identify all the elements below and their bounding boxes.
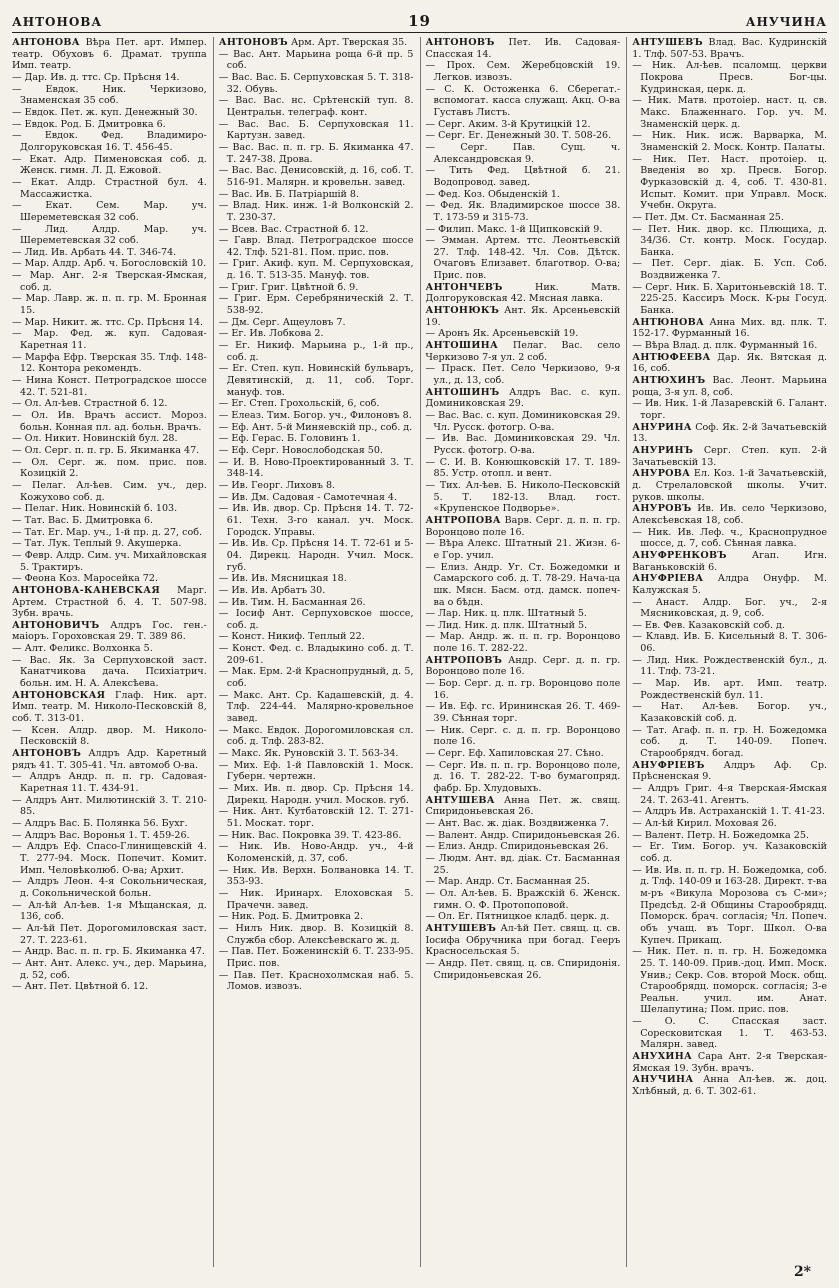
directory-entry: — Ег. Тим. Богор. уч. Казаковскій соб. д. [632, 841, 827, 864]
directory-entry: — Макс. Ант. Ср. Кадашевскій, д. 4. Тлф. 224-44. Малярно-кровельное завед. [219, 690, 414, 725]
directory-entry: — Мар. Анг. 2-я Тверская-Ямская, соб. д. [12, 270, 207, 293]
directory-entry: — Вас. Вас. с. куп. Доминиковская 29. Чл. Русск. фотогр. О-ва. [426, 410, 621, 433]
directory-entry: — Вас. Ант. Марьина роща 6-й пр. 5 соб. [219, 49, 414, 72]
directory-entry: — Вас. Вас. нс. Срѣтенскій туп. 8. Центральн. телеграф. конт. [219, 95, 414, 118]
directory-entry: — Ант. Ант. Алекс. уч., дер. Марьина, д. 52, соб. [12, 958, 207, 981]
directory-entry: — Ив. Вас. Доминиковская 29. Чл. Русск. фотогр. О-ва. [426, 433, 621, 456]
directory-entry: — Екат. Адр. Пименовская соб. д. Женск. гимн. Л. Д. Ежовой. [12, 154, 207, 177]
directory-entry: — Ник. Ант. Кутбатовскій 12. Т. 271-51. Москат. торг. [219, 806, 414, 829]
directory-entry: — Праск. Пет. Село Черкизово, 9-я ул., д. 13, соб. [426, 363, 621, 386]
directory-entry: — Людм. Ант. вд. діак. Ст. Басманная 25. [426, 853, 621, 876]
directory-entry: — Вѣра Влад. д. плк. Фурманный 16. [632, 340, 827, 352]
directory-entry: — Макс. Евдок. Дорогомиловская сл. соб. д. Тлф. 283-82. [219, 725, 414, 748]
directory-entry: — Ол. Ал-ѣев. Б. Вражскій 6. Женск. гимн. О. Ф. Протопоповой. [426, 888, 621, 911]
directory-entry: АНТОНЧЕВЪ Ник. Матв. Долгоруковская 42. Мясная лавка. [425, 281, 621, 305]
directory-entry: — Лид. Ник. д. плк. Штатный 5. [426, 620, 621, 632]
directory-entry: АНУФРІЕВЪ Алдръ Аф. Ср. Прѣсненская 9. [632, 759, 827, 783]
directory-entry: — Пет. Дм. Ст. Басманная 25. [632, 212, 827, 224]
directory-entry: АНУХИНА Сара Ант. 2-я Тверская-Ямская 19. Зубн. врачъ. [632, 1051, 827, 1074]
directory-entry: — Пелаг. Ал-ѣев. Сим. уч., дер. Кожухово соб. д. [12, 480, 207, 503]
directory-entry: — Вас. Як. За Серпуховской заст. Канатчикова дача. Психіатрич. больн. им. Н. А. Алексѣева. [12, 655, 207, 690]
directory-entry: АНТОШИНЪ Алдръ Вас. с. куп. Доминиковская 29. [425, 386, 621, 410]
directory-entry: — Ег. Никиф. Марьина р., 1-й пр., соб. д. [219, 340, 414, 363]
directory-entry: — Конст. Фед. с. Владыкино соб. д. Т. 209-61. [219, 643, 414, 666]
directory-entry: АНТОНОВЪ Алдръ Адр. Каретный рядъ 41. Т. 305-41. Чл. автомоб О-ва. [12, 748, 207, 771]
directory-entry: — Нат. Ал-ѣев. Богор. уч., Казаковскій соб. д. [632, 701, 827, 724]
directory-entry: — Влад. Ник. инж. 1-й Волконскій 2. Т. 230-37. [219, 200, 414, 223]
directory-entry: — Лид. Ник. Рождественскій бул., д. 11. Тлф. 73-21. [632, 655, 827, 678]
directory-entry: — Тат. Вас. Б. Дмитровка 6. [12, 515, 207, 527]
directory-entry: — Тат. Лук. Теплый 9. Акушерка. [12, 538, 207, 550]
directory-entry: — Ант. Вас. ж. діак. Воздвиженка 7. [426, 818, 621, 830]
directory-entry: — Григ. Ерм. Серебряническій 2. Т. 538-92. [219, 293, 414, 316]
directory-entry: — Ев. Фев. Казаковскій соб. д. [632, 620, 827, 632]
directory-entry: — Вас. Вас. Денисовскій, д. 16, соб. Т. 516-91. Малярн. и кровельн. завед. [219, 165, 414, 188]
directory-entry: — Клавд. Ив. Б. Кисельный 8. Т. 306-06. [632, 631, 827, 654]
directory-entry: — Марфа Ефр. Тверская 35. Тлф. 148-12. Контора рекомендъ. [12, 352, 207, 375]
directory-entry: — Ник. Ник. исж. Варварка, М. Знаменскій 2. Моск. Контр. Палаты. [632, 130, 827, 153]
directory-entry: — Мак. Ерм. 2-й Краснопрудный, д. 5, соб. [219, 666, 414, 689]
directory-entry: — Евдок. Род. Б. Дмитровка 6. [12, 119, 207, 131]
directory-entry: — Мар. Никит. ж. ттс. Ср. Прѣсня 14. [12, 317, 207, 329]
directory-entry: — Ник. Пет. Наст. протоіер. ц. Введенія во хр. Пресв. Богор. Фурказовскій д. 4, соб. Т. 430-81. Испыт. Комит. при Управл. Моск. Учебн. Округа. [632, 154, 827, 212]
directory-entry: АНТЮХИНЪ Вас. Леонт. Марьина роща, 3-я ул. 8, соб. [632, 375, 827, 398]
directory-entry: АНУРИНА Соф. Як. 2-й Зачатьевскій 13. [632, 421, 827, 445]
directory-entry: — Всев. Вас. Страстной б. 12. [219, 224, 414, 236]
directory-entry: — Ксен. Алдр. двор. М. Николо-Песковскій 8. [12, 725, 207, 748]
directory-entry: — Ол. Никит. Новинскій бул. 28. [12, 433, 207, 445]
directory-entry: — Вас. Вас. п. п. гр. Б. Якиманка 47. Т. 247-38. Дрова. [219, 142, 414, 165]
directory-entry: — Серг. Пав. Сущ. ч. Александровская 9. [426, 142, 621, 165]
directory-entry: — Пав. Пет. Краснохолмская наб. 5. Ломов. извозъ. [219, 970, 414, 993]
directory-entry: — Серг. Ник. Б. Харитоньевскій 18. Т. 225-25. Кассиръ Моск. К-ры Госуд. Банка. [632, 282, 827, 317]
directory-entry: АНТУШЕВЪ Ал-ѣй Пет. свящ. ц. св. Іосифа Обручника при богад. Гееръ Красносельская 5. [425, 922, 621, 958]
directory-entry: — Евдок. Пет. ж. куп. Денежный 30. [12, 107, 207, 119]
directory-entry: — Эмман. Артем. ттс. Леонтьевскій 27. Тлф. 148-42. Чл. Сов. Дѣтск. Очаговъ Елизавет. благотвор. О-ва; Прис. пов. [426, 235, 621, 282]
directory-entry: — Елиз. Андр. Уг. Ст. Божедомки и Самарского соб. д. Т. 78-29. Нача-ца шк. Мясн. Басм. отд. дамск. попеч-ва о бѣдн. [426, 562, 621, 609]
directory-entry: — Фед. Як. Владимирское шоссе 38. Т. 173-59 и 315-73. [426, 200, 621, 223]
directory-entry: — Ег. Степ. Грохольскій, 6, соб. [219, 398, 414, 410]
directory-entry: — Іосиф Ант. Серпуховское шоссе, соб. д. [219, 608, 414, 631]
directory-entry: — Лид. Алдр. Мар. уч. Шереметевская 32 соб. [12, 224, 207, 247]
directory-entry: — Ник. Ив. Леф. ч., Краснопрудное шоссе, д. 7, соб. Сѣнная лавка. [632, 527, 827, 550]
directory-entry: — Ив. Ив. двор. Ср. Прѣсня 14. Т. 72-61. Техн. 3-го канал. уч. Моск. Городск. Управы. [219, 503, 414, 538]
directory-entry: — Еф. Серг. Новослободская 50. [219, 445, 414, 457]
directory-entry: — Алдръ Еф. Спасо-Глинищевскій 4. Т. 277-94. Моск. Попечит. Комит. Имп. Человѣколюб. О-ва; Архит. [12, 841, 207, 876]
directory-entry: — Ник. Серг. с. д. п. гр. Воронцово поле 16. [426, 725, 621, 748]
directory-entry: — Валент. Петр. Н. Божедомка 25. [632, 830, 827, 842]
directory-entry: — И. В. Ново-Проектированный 3. Т. 348-14. [219, 457, 414, 480]
directory-entry: — Бор. Серг. д. п. гр. Воронцово поле 16. [426, 678, 621, 701]
directory-entry: — Еф. Ант. 5-й Миняевскій пр., соб. д. [219, 422, 414, 434]
directory-entry: АНУЧИНА Анна Ал-ѣев. ж. доц. Хлѣбный, д. 6. Т. 302-61. [632, 1074, 827, 1098]
directory-entry: АНТУШЕВЪ Влад. Вас. Кудринскій 1. Тлф. 507-53. Врачъ. [632, 37, 827, 60]
directory-entry: — Конст. Никиф. Теплый 22. [219, 631, 414, 643]
directory-entry: — Елиз. Андр. Спиридоньевская 26. [426, 841, 621, 853]
directory-entry: — Ив. Ник. 1-й Лазаревскій 6. Галант. торг. [632, 398, 827, 421]
directory-entry: — Пелаг. Ник. Новинскій б. 103. [12, 503, 207, 515]
directory-entry: — Андр. Вас. п. п. гр. Б. Якиманка 47. [12, 946, 207, 958]
directory-entry: — Ант. Пет. Цвѣтной б. 12. [12, 981, 207, 993]
directory-entry: — Ник. Матв. протоіер. наст. ц. св. Макс. Блаженнаго. Гор. уч. М. Знаменскій церк. д. [632, 95, 827, 130]
directory-entry: — Дм. Серг. Ащеуловъ 7. [219, 317, 414, 329]
directory-entry: АНУФРІЕВА Алдра Онуфр. М. Калужская 5. [632, 573, 827, 596]
directory-entry: — Филип. Макс. 1-й Щипковскій 9. [426, 224, 621, 236]
directory-entry: — Пав. Пет. Боженинскій 6. Т. 233-95. Прис. пов. [219, 946, 414, 969]
directory-entry: АНТРОПОВА Варв. Серг. д. п. п. гр. Воронцово поле 16. [425, 514, 621, 538]
directory-entry: — Ол. Ив. Врачъ ассист. Мороз. больн. Конная пл. ад. больн. Врачъ. [12, 410, 207, 433]
directory-entry: — Алдръ Григ. 4-я Тверская-Ямская 24. Т. 263-41. Агентъ. [632, 783, 827, 806]
directory-entry: — Алдръ Андр. п. п. гр. Садовая-Каретная 11. Т. 434-91. [12, 771, 207, 794]
directory-entry: АНТОНОВЪ Пет. Ив. Садовая-Спасская 14. [425, 37, 621, 60]
directory-entry: — Андр. Пет. свящ. ц. св. Спиридонія. Спиридоньевская 26. [426, 958, 621, 981]
directory-entry: — Ник. Ив. Верхн. Болвановка 14. Т. 353-93. [219, 865, 414, 888]
directory-entry: — С. И. В. Конюшковскій 17. Т. 189-85. Устр. отопл. и вент. [426, 457, 621, 480]
directory-entry: — Ив. Георг. Лиховъ 8. [219, 480, 414, 492]
directory-entry: — Евдок. Фед. Владимиро-Долгоруковская 16. Т. 456-45. [12, 130, 207, 153]
directory-entry: — Ив. Ив. Мясницкая 18. [219, 573, 414, 585]
directory-entry: АНТОНЮКЪ Ант. Як. Арсеньевскій 19. [425, 305, 621, 328]
directory-entry: АНТОШИНА Пелаг. Вас. село Черкизово 7-я ул. 2 соб. [425, 340, 621, 363]
directory-entry: — Февр. Алдр. Сим. уч. Михайловская 5. Трактиръ. [12, 550, 207, 573]
directory-entry: — Гавр. Влад. Петроградское шоссе 42. Тлф. 521-81. Пом. прис. пов. [219, 235, 414, 258]
directory-entry: АНТОНОВА Вѣра Пет. арт. Импер. театр. Обуховъ 6. Драмат. труппа Имп. театр. [12, 37, 207, 72]
directory-entry: — Евдок. Ник. Черкизово, Знаменская 35 соб. [12, 84, 207, 107]
directory-entry: — Мих. Еф. 1-й Павловскій 1. Моск. Губерн. чертежн. [219, 760, 414, 783]
column-1 [12, 37, 207, 1267]
directory-entry: — Ив. Еф. гс. Ирининская 26. Т. 469-39. Сѣнная торг. [426, 701, 621, 724]
directory-entry: — Алдръ Ив. Астраханскій 1. Т. 41-23. [632, 806, 827, 818]
directory-entry: — С. К. Остоженка 6. Сберегат.-вспомогат. касса служащ. Акц. О-ва Густавъ Листъ. [426, 84, 621, 119]
directory-entry: — Тат. Агаф. п. п. гр. Н. Божедомка соб. д. Т. 140-09. Попеч. Старообрядч. богад. [632, 725, 827, 760]
directory-entry: АНТЮФЕЕВА Дар. Як. Вятская д. 16, соб. [632, 351, 827, 375]
directory-entry: — Алдръ Вас. Б. Полянка 56. Бухг. [12, 818, 207, 830]
directory-entry: — Прох. Сем. Жеребцовскій 19. Легков. извозъ. [426, 60, 621, 83]
directory-entry: — Серг. Ив. п. п. гр. Воронцово поле, д. 16. Т. 282-22. Т-во бумагопряд. фабр. Бр. Хлудовыхъ. [426, 760, 621, 795]
directory-entry: — Серг. Еф. Хапиловская 27. Сѣно. [426, 748, 621, 760]
directory-entry: — Фед. Коз. Обыденскій 1. [426, 189, 621, 201]
columns [12, 37, 827, 1267]
directory-entry: АНТЮНОВА Анна Мих. вд. плк. Т. 152-17. Фурманный 16. [632, 316, 827, 340]
directory-entry: — Мар. Андр. ж. п. п. гр. Воронцово поле 16. Т. 282-22. [426, 631, 621, 654]
directory-entry: — Вас. Вас. Б. Серпуховская 5. Т. 318-32. Обувь. [219, 72, 414, 95]
directory-entry: — Ол. Серг. ж. пом. прис. пов. Козицкій 2. [12, 457, 207, 480]
directory-entry: — Дар. Ив. д. ттс. Ср. Прѣсня 14. [12, 72, 207, 84]
directory-entry: — Ал-ѣй Пет. Дорогомиловская заст. 27. Т. 223-61. [12, 923, 207, 946]
directory-entry: — Екат. Сем. Мар. уч. Шереметевская 32 соб. [12, 200, 207, 223]
directory-entry: АНУРОВЪ Ив. Ив. село Черкизово, Алексѣевская 18, соб. [632, 503, 827, 526]
directory-entry: — Екат. Алдр. Страстной бул. 4. Массажистка. [12, 177, 207, 200]
directory-entry: — Вас. Ив. Б. Патріаршій 8. [219, 189, 414, 201]
directory-entry: — Ник. Ив. Ново-Андр. уч., 4-й Коломенскій, д. 37, соб. [219, 841, 414, 864]
directory-entry: — Еф. Герас. Б. Головинъ 1. [219, 433, 414, 445]
directory-entry: АНУРИНЪ Серг. Степ. куп. 2-й Зачатьевскій 13. [632, 444, 827, 468]
printer-signature: 2* [793, 1264, 811, 1280]
directory-entry: — Вас. Вас. Б. Серпуховская 11. Картузн. завед. [219, 119, 414, 142]
directory-entry: — Серг. Аким. 3-й Крутицкій 12. [426, 119, 621, 131]
directory-entry: — Мар. Алдр. Арб. ч. Богословскій 10. [12, 258, 207, 270]
directory-entry: — Ник. Род. Б. Дмитровка 2. [219, 911, 414, 923]
directory-entry: — Ол. Ег. Пятницкое кладб. церк. д. [426, 911, 621, 923]
directory-entry: — Ник. Пет. п. п. гр. Н. Божедомка 25. Т. 140-09. Прив.-доц. Имп. Моск. Унив.; Секр. Сов. второй Моск. общ. Старообрядц. поморск. согласія; 3-е Реальн. учил. им. Анат. Шелапутина; Пом. прис. пов. [632, 946, 827, 1016]
directory-entry: АНТРОПОВЪ Андр. Серг. д. п. гр. Воронцово поле 16. [425, 654, 621, 678]
directory-entry: — Ал-ѣй Ал-ѣев. 1-я Мѣщанская, д. 136, соб. [12, 900, 207, 923]
directory-entry: — Феона Коз. Маросейка 72. [12, 573, 207, 585]
page-number: 19 [408, 12, 431, 30]
column-2 [213, 37, 414, 1267]
directory-entry: — Алдръ Леон. 4-я Сокольническая, д. Сокольнической больн. [12, 876, 207, 899]
directory-entry: — Ол. Серг. п. п. гр. Б. Якиманка 47. [12, 445, 207, 457]
directory-entry: — Ол. Ал-ѣев. Страстной б. 12. [12, 398, 207, 410]
directory-entry: — Тих. Ал-ѣев. Б. Николо-Песковскій 5. Т. 182-13. Влад. гост. «Крупенское Подворье». [426, 480, 621, 515]
directory-entry: АНТОНОВИЧЪ Алдръ Гос. ген.-маіоръ. Гороховская 29. Т. 389 86. [12, 619, 207, 643]
directory-entry: — Мар. Лавр. ж. п. п. гр. М. Бронная 15. [12, 293, 207, 316]
directory-entry: АНТОНОВА-КАНЕВСКАЯ Марг. Артем. Страстной б. 4. Т. 507-98. Зубн. врачь. [12, 584, 207, 620]
running-head-right: АНУЧИНА [745, 15, 827, 29]
directory-entry: — Ег. Ив. Лобкова 2. [219, 328, 414, 340]
directory-entry: — Алт. Феликс. Волхонка 5. [12, 643, 207, 655]
directory-entry: — Григ. Григ. Цвѣтной б. 9. [219, 282, 414, 294]
directory-entry: — Пет. Серг. діак. Б. Усп. Соб. Воздвиженка 7. [632, 258, 827, 281]
directory-entry: — Ив. Ив. Арбатъ 30. [219, 585, 414, 597]
directory-entry: АНУРОВА Ел. Коз. 1-й Зачатьевскій, д. Стрелаловской школы. Учит. руков. школы. [632, 468, 827, 503]
directory-entry: — Ник. Иринарх. Елоховская 5. Прачечн. завед. [219, 888, 414, 911]
directory-entry: АНТОНОВСКАЯ Глаф. Ник. арт. Имп. театр. М. Николо-Песковскій 8, соб. Т. 313-01. [12, 689, 207, 725]
column-4 [626, 37, 827, 1267]
directory-entry: — Мар. Андр. Ст. Басманная 25. [426, 876, 621, 888]
directory-entry: — Ник. Вас. Покровка 39. Т. 423-86. [219, 830, 414, 842]
directory-entry: — Ег. Степ. куп. Новинскій бульваръ, Девятинскій, д. 11, соб. Торг. мануф. тов. [219, 363, 414, 398]
directory-entry: — О. С. Спасская заст. Соресковитская 1. Т. 463-53. Малярн. завед. [632, 1016, 827, 1051]
directory-entry: — Мар. Ив. арт. Имп. театр. Рождественскій бул. 11. [632, 678, 827, 701]
directory-entry: — Нина Конст. Петроградское шоссе 42. Т. 521-81. [12, 375, 207, 398]
directory-entry: — Тить Фед. Цвѣтной б. 21. Водопровод. завед. [426, 165, 621, 188]
directory-entry: — Вѣра Алекс. Штатный 21. Жизн. 6-е Гор. учил. [426, 538, 621, 561]
directory-entry: АНТОНОВЪ Арм. Арт. Тверская 35. [218, 37, 408, 48]
directory-entry: — Мих. Ив. п. двор. Ср. Прѣсня 14. Дирекц. Народн. учил. Москов. губ. [219, 783, 414, 806]
directory-entry: — Ив. Ив. Ср. Прѣсня 14. Т. 72-61 и 5-04. Дирекц. Народн. Учил. Моск. губ. [219, 538, 414, 573]
directory-entry: — Ив. Ив. п. п. гр. Н. Божедомка, соб. д. Тлф. 140-09 и 163-28. Директ. т-ва м-ръ «Викула Морозова съ С-ми»; Предсѣд. 2-й Общины Старообрядц. Поморск. брач. согласія; Чл. Попеч. объ учащ. въ Торг. Школ. О-ва Купеч. Прикащ. [632, 865, 827, 947]
directory-entry: — Алдръ Ант. Милютинскій 3. Т. 210-85. [12, 795, 207, 818]
directory-entry: — Ив. Тим. Н. Басманная 26. [219, 597, 414, 609]
directory-entry: — Лар. Ник. ц. плк. Штатный 5. [426, 608, 621, 620]
directory-entry: — Аронъ Як. Арсеньевскій 19. [426, 328, 621, 340]
directory-entry: — Григ. Акиф. куп. М. Серпуховская, д. 16. Т. 513-35. Мануф. тов. [219, 258, 414, 281]
directory-entry: — Ал-ѣй Кирил. Моховая 26. [632, 818, 827, 830]
directory-entry: — Тат. Ег. Мар. уч., 1-й пр. д. 27, соб. [12, 527, 207, 539]
directory-entry: — Пет. Ник. двор. кс. Плющиха, д. 34/36. Ст. контр. Моск. Государ. Банка. [632, 224, 827, 259]
page-header [12, 10, 827, 33]
directory-entry: — Ник. Ал-ѣев. псаломщ. церкви Покрова Пресв. Бог-цы. Кудринская, церк. д. [632, 60, 827, 95]
directory-entry: — Елеаз. Тим. Богор. уч., Филоновъ 8. [219, 410, 414, 422]
directory-entry: — Лид. Ив. Арбать 44. Т. 346-74. [12, 247, 207, 259]
directory-entry: — Мар. Фед. ж. куп. Садовая-Каретная 11. [12, 328, 207, 351]
directory-entry: — Ив. Дм. Садовая - Самотечная 4. [219, 492, 414, 504]
running-head-left: АНТОНОВА [12, 15, 103, 29]
directory-entry: АНТУШЕВА Анна Пет. ж. свящ. Спиридоньевская 26. [425, 794, 621, 818]
directory-entry: — Алдръ Вас. Воронья 1. Т. 459-26. [12, 830, 207, 842]
directory-entry: — Анаст. Алдр. Бог. уч., 2-я Мясниковская, д. 9, соб. [632, 597, 827, 620]
directory-entry: — Серг. Ег. Денежный 30. Т. 508-26. [426, 130, 621, 142]
directory-entry: — Макс. Як. Руновскій 3. Т. 563-34. [219, 748, 414, 760]
directory-entry: — Валент. Андр. Спиридоньевская 26. [426, 830, 621, 842]
column-3 [420, 37, 621, 1267]
directory-entry: — Нилъ Ник. двор. В. Козицкій 8. Служба сбор. Алексѣевскаго ж. д. [219, 923, 414, 946]
directory-entry: АНУФРЕНКОВЪ Агап. Игн. Ваганьковскій 6. [632, 549, 827, 573]
